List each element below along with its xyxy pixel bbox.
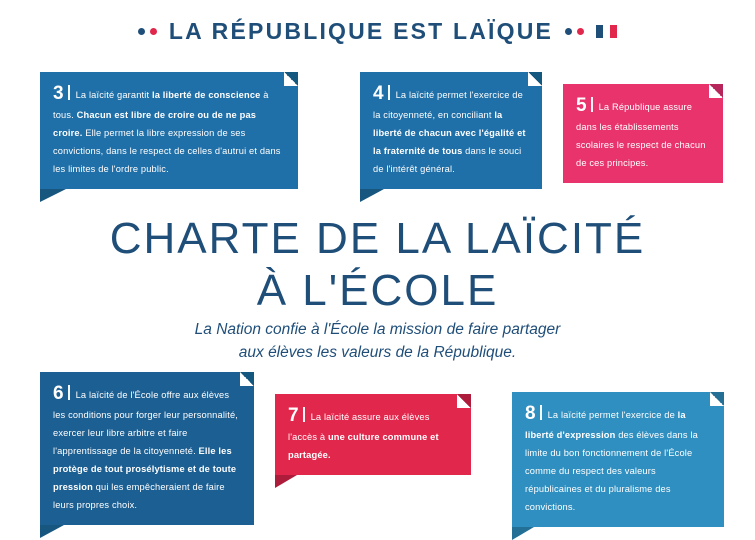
banner-dots-left [138, 28, 157, 35]
card-tail-icon [512, 527, 534, 540]
number-separator-icon [68, 85, 70, 100]
article-card-6 [40, 372, 254, 525]
page-subtitle [0, 318, 755, 364]
page-title-line1: CHARTE DE LA LAÏCITÉ [109, 214, 646, 263]
dot-red-icon [577, 28, 584, 35]
card-tail-icon [275, 475, 297, 488]
number-separator-icon [303, 407, 305, 422]
number-separator-icon [68, 385, 70, 400]
number-separator-icon [388, 85, 390, 100]
french-flag-icon [596, 25, 617, 38]
dot-blue-icon [138, 28, 145, 35]
article-card-4 [360, 72, 542, 189]
page-title-line2: À L'ÉCOLE [256, 266, 499, 315]
top-banner [0, 14, 755, 48]
card-tail-icon [40, 189, 66, 202]
article-number: 7 [288, 405, 299, 426]
card-tail-icon [360, 189, 384, 202]
article-card-8 [512, 392, 724, 527]
article-number: 8 [525, 403, 536, 424]
article-text: La laïcité assure aux élèves l'accès à une culture commune et partagée. [288, 412, 439, 460]
page-subtitle-line2: aux élèves les valeurs de la République. [238, 344, 517, 361]
article-number: 5 [576, 95, 587, 116]
article-card-3 [40, 72, 298, 189]
article-text: La laïcité garantit la liberté de conscience à tous. Chacun est libre de croire ou de ne pas croire. Elle permet la libre expression de ses convictions, dans le respect de celles d'autrui et dans les limites de l'ordre public. [53, 90, 281, 174]
article-text: La laïcité de l'École offre aux élèves les conditions pour forger leur personnalité, exercer leur libre arbitre et faire l'apprentissage de la citoyenneté. Elle les protège de tout prosélytisme et de toute pression qui les empêcheraient de faire leurs propres choix. [53, 390, 239, 510]
number-separator-icon [591, 97, 593, 112]
article-card-5 [563, 84, 723, 183]
article-card-7 [275, 394, 471, 475]
page-subtitle-line1: La Nation confie à l'École la mission de faire partager [194, 321, 561, 338]
card-tail-icon [40, 525, 64, 538]
page-title [0, 213, 755, 317]
article-number: 3 [53, 83, 64, 104]
article-text: La laïcité permet l'exercice de la liberté d'expression des élèves dans la limite du bon fonctionnement de l'École comme du respect des valeurs républicaines et du pluralisme des convictions. [525, 410, 698, 512]
article-text: La République assure dans les établissements scolaires le respect de chacun de ces principes. [576, 102, 706, 168]
article-number: 4 [373, 83, 384, 104]
banner-dots-right [565, 28, 584, 35]
article-text: La laïcité permet l'exercice de la citoyenneté, en conciliant la liberté de chacun avec l'égalité et la fraternité de tous dans le souci de l'intérêt général. [373, 90, 526, 174]
article-number: 6 [53, 383, 64, 404]
banner-title: LA RÉPUBLIQUE EST LAÏQUE [168, 17, 554, 44]
dot-red-icon [150, 28, 157, 35]
number-separator-icon [540, 405, 542, 420]
dot-blue-icon [565, 28, 572, 35]
